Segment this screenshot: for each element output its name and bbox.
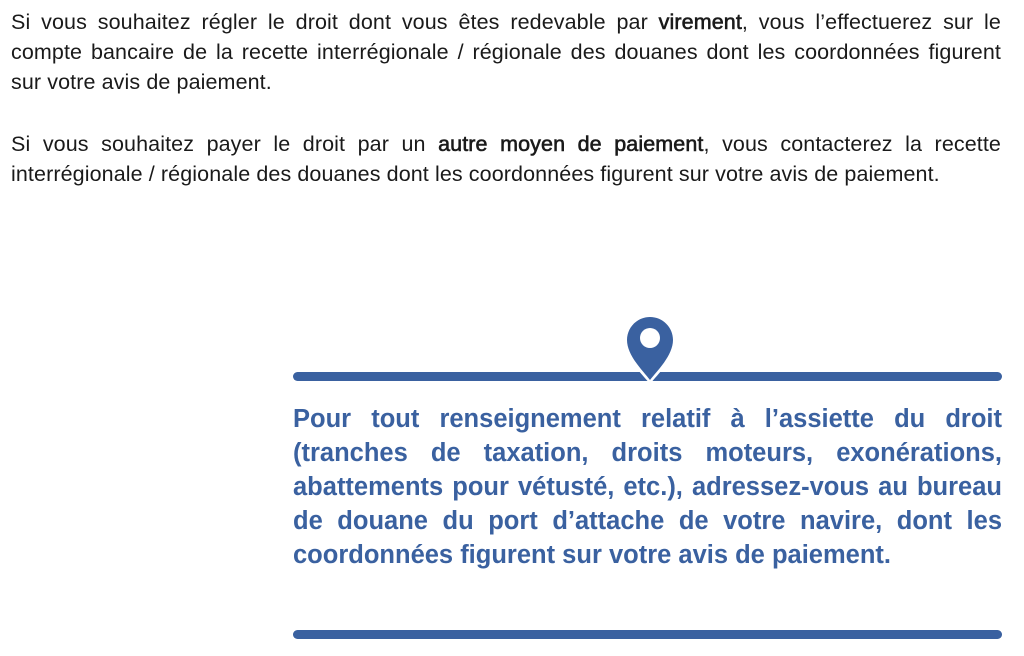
- paragraph-text: , vous l’effectuerez sur le compte bancaire de la recette interrégionale / régionale des douanes dont les coordonnées figurent sur votre avis de paiement.: [11, 10, 1001, 94]
- info-box-text: Pour tout renseignement relatif à l’assiette du droit (tranches de taxation, droits moteurs, exonérations, abattements pour vétusté, etc.), adressez-vous au bureau de douane du port d’attache de votre navire, dont les coordonnées figurent sur votre avis de paiement.: [293, 405, 1002, 569]
- paragraph-emphasis: virement: [658, 10, 742, 34]
- paragraph-text: , vous contacterez la recette interrégionale / régionale des douanes dont les coordonnées figurent sur votre avis de paiement.: [11, 132, 1001, 186]
- info-box-bottom-rule: [293, 630, 1002, 639]
- payment-by-transfer-paragraph: [11, 7, 1001, 97]
- paragraph-emphasis: autre moyen de paiement: [438, 132, 704, 156]
- paragraph-text: Si vous souhaitez payer le droit par un: [11, 132, 439, 156]
- paragraph-text: Si vous souhaitez régler le droit dont vous êtes redevable par: [11, 10, 659, 34]
- other-payment-paragraph: [11, 129, 1001, 189]
- location-pin-icon: [622, 312, 678, 386]
